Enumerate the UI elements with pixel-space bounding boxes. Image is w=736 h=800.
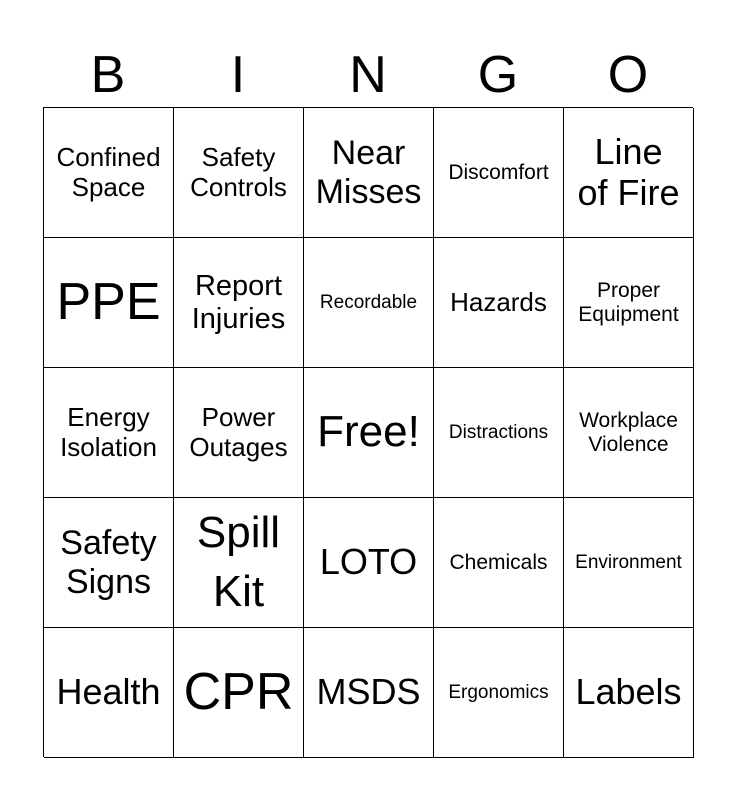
bingo-cell-r5-c4[interactable] (434, 628, 564, 758)
cell-label: LOTO (319, 541, 418, 583)
header-letter-o: O (607, 46, 649, 104)
bingo-cell-r4-c5[interactable] (564, 498, 694, 628)
cell-label: Spill Kit (196, 508, 281, 616)
cell-label: CPR (183, 663, 294, 722)
cell-label: Discomfort (448, 160, 549, 184)
bingo-cell-r5-c1[interactable] (44, 628, 174, 758)
bingo-cell-r3-c5[interactable] (564, 368, 694, 498)
bingo-cell-r1-c1[interactable] (44, 108, 174, 238)
cell-label: Safety Signs (60, 524, 157, 601)
header-letter-i: I (230, 46, 246, 104)
cell-label: MSDS (316, 671, 421, 713)
bingo-cell-r2-c3[interactable] (304, 238, 434, 368)
bingo-board (43, 107, 693, 757)
bingo-cell-r5-c5[interactable] (564, 628, 694, 758)
cell-label: Environment (575, 551, 682, 573)
cell-label: Hazards (450, 286, 547, 317)
cell-label: Proper Equipment (578, 278, 679, 326)
cell-label: Chemicals (449, 550, 548, 574)
bingo-header (43, 44, 693, 106)
cell-label: Energy Isolation (60, 402, 157, 462)
bingo-cell-r2-c2[interactable] (174, 238, 304, 368)
bingo-cell-r5-c2[interactable] (174, 628, 304, 758)
free-space-label: Free! (317, 407, 420, 457)
cell-label: Health (56, 671, 161, 713)
bingo-cell-r2-c5[interactable] (564, 238, 694, 368)
header-letter-b: B (90, 46, 126, 104)
bingo-cell-r3-c1[interactable] (44, 368, 174, 498)
bingo-cell-r1-c2[interactable] (174, 108, 304, 238)
bingo-cell-r3-c4[interactable] (434, 368, 564, 498)
cell-label: Workplace Violence (579, 408, 678, 456)
bingo-cell-r1-c4[interactable] (434, 108, 564, 238)
header-letter-n: N (349, 46, 387, 104)
bingo-cell-r1-c5[interactable] (564, 108, 694, 238)
bingo-cell-r3-c3 free-space[interactable] (304, 368, 434, 498)
cell-label: Line of Fire (577, 131, 680, 213)
bingo-cell-r1-c3[interactable] (304, 108, 434, 238)
bingo-cell-r4-c2[interactable] (174, 498, 304, 628)
bingo-cell-r4-c3[interactable] (304, 498, 434, 628)
bingo-cell-r3-c2[interactable] (174, 368, 304, 498)
cell-label: Power Outages (189, 402, 288, 462)
cell-label: Ergonomics (448, 681, 549, 703)
bingo-cell-r4-c1[interactable] (44, 498, 174, 628)
cell-label: Confined Space (56, 142, 161, 202)
bingo-cell-r2-c1[interactable] (44, 238, 174, 368)
cell-label: Distractions (448, 421, 549, 443)
cell-label: Safety Controls (190, 142, 287, 202)
bingo-cell-r2-c4[interactable] (434, 238, 564, 368)
bingo-cell-r5-c3[interactable] (304, 628, 434, 758)
cell-label: PPE (56, 273, 161, 332)
cell-label: Labels (575, 671, 682, 713)
cell-label: Recordable (319, 291, 418, 313)
header-letter-g: G (477, 46, 519, 104)
cell-label: Report Injuries (191, 270, 286, 335)
cell-label: Near Misses (315, 134, 422, 211)
bingo-cell-r4-c4[interactable] (434, 498, 564, 628)
